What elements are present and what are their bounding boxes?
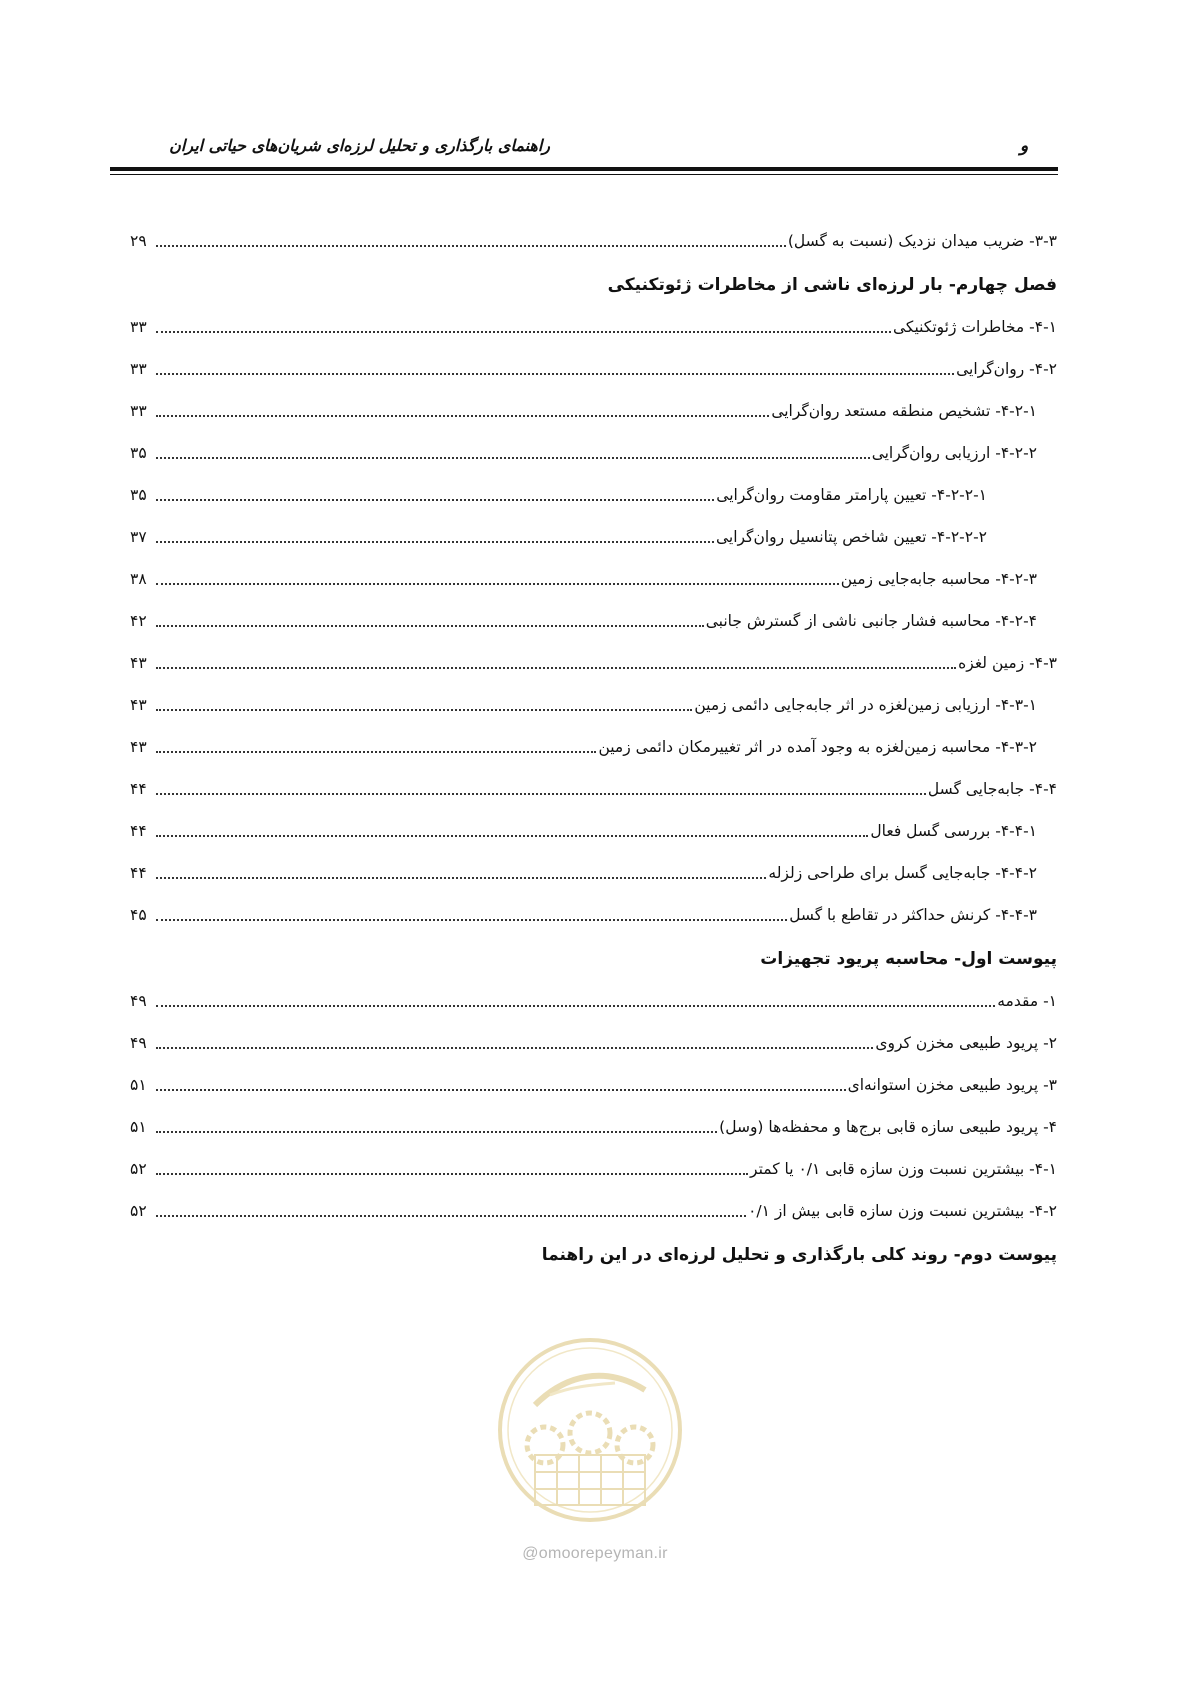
toc-entry-page: ۴۵ (130, 906, 147, 924)
toc-entry-label: ۴-۴-۳- کرنش حداکثر در تقاطع با گسل (789, 906, 1037, 924)
toc-entry (130, 842, 1057, 884)
toc-entry-label: ۴-۲- روان‌گرایی (956, 360, 1057, 378)
toc-entry (130, 970, 1057, 1012)
toc-entry-label: پیوست دوم- روند کلی بارگذاری و تحلیل لرزه‌ای در این راهنما (541, 1245, 1057, 1265)
gear-icon (617, 1427, 653, 1463)
toc-entry-page: ۴۹ (130, 992, 147, 1010)
toc-entry (130, 800, 1057, 842)
toc-entry (130, 716, 1057, 758)
toc-entry-label: ۴-۳- زمین لغزه (958, 654, 1057, 672)
toc-entry-label: ۴-۱- بیشترین نسبت وزن سازه قابی ۰/۱ یا کمتر (750, 1160, 1057, 1178)
toc-entry (130, 464, 1057, 506)
toc-entry-page: ۳۷ (130, 528, 147, 546)
toc-entry-page: ۵۱ (130, 1076, 147, 1094)
toc-entry (130, 1096, 1057, 1138)
toc-entry-label: ۴-۲-۴- محاسبه فشار جانبی ناشی از گسترش جانبی (705, 612, 1037, 630)
toc-heading (130, 252, 1057, 296)
toc-entry-label: ۴-۴- جابه‌جایی گسل (927, 780, 1057, 798)
toc-entry-page: ۴۳ (130, 738, 147, 756)
toc-entry-page: ۲۹ (130, 232, 147, 250)
toc-entry-page: ۳۸ (130, 570, 147, 588)
toc-leader-dots (156, 792, 926, 795)
toc-entry (130, 210, 1057, 252)
toc-entry-label: ۴-۲- بیشترین نسبت وزن سازه قابی بیش از ۰/۱ (748, 1202, 1057, 1220)
toc-entry-page: ۵۲ (130, 1202, 147, 1220)
toc-leader-dots (156, 1172, 748, 1175)
toc-leader-dots (156, 750, 596, 753)
toc-entry (130, 884, 1057, 926)
toc-entry-label: ۲- پریود طبیعی مخزن کروی (875, 1034, 1057, 1052)
toc-leader-dots (156, 372, 954, 375)
toc-leader-dots (156, 624, 704, 627)
toc-entry (130, 296, 1057, 338)
toc-entry-page: ۴۳ (130, 696, 147, 714)
toc-entry-label: ۳- پریود طبیعی مخزن استوانه‌ای (847, 1076, 1057, 1094)
toc-entry (130, 1180, 1057, 1222)
page-number: و (1020, 136, 1029, 156)
toc-entry-page: ۳۳ (130, 402, 147, 420)
toc-entry-page: ۳۳ (130, 318, 147, 336)
toc-entry-label: فصل چهارم- بار لرزه‌ای ناشی از مخاطرات ژئوتکنیکی (607, 275, 1057, 295)
toc-entry-page: ۳۵ (130, 486, 147, 504)
toc-entry (130, 1054, 1057, 1096)
toc-entry-label: ۳-۳- ضریب میدان نزدیک (نسبت به گسل) (787, 232, 1057, 250)
toc-entry-label: پیوست اول- محاسبه پریود تجهیزات (760, 949, 1057, 969)
toc-entry-page: ۴۴ (130, 780, 147, 798)
toc-leader-dots (156, 1088, 846, 1091)
toc-entry (130, 506, 1057, 548)
toc-heading (130, 926, 1057, 970)
toc-leader-dots (156, 876, 766, 879)
toc-entry-page: ۴۹ (130, 1034, 147, 1052)
toc-leader-dots (156, 708, 692, 711)
toc-entry-label: ۴-۱- مخاطرات ژئوتکنیکی (892, 318, 1057, 336)
toc-leader-dots (156, 1130, 717, 1133)
toc-entry (130, 590, 1057, 632)
toc-leader-dots (156, 1046, 873, 1049)
toc-entry-label: ۴-۳-۱- ارزیابی زمین‌لغزه در اثر جابه‌جایی دائمی زمین (694, 696, 1037, 714)
toc-entry-page: ۵۲ (130, 1160, 147, 1178)
gear-icon (527, 1427, 563, 1463)
toc-entry (130, 548, 1057, 590)
toc-entry-label: ۴-۴-۲- جابه‌جایی گسل برای طراحی زلزله (768, 864, 1037, 882)
toc-leader-dots (156, 666, 956, 669)
toc-entry-page: ۵۱ (130, 1118, 147, 1136)
toc-leader-dots (156, 498, 714, 501)
watermark-site: @omoorepeyman.ir (522, 1545, 668, 1562)
toc-leader-dots (156, 244, 786, 247)
toc-entry-page: ۳۳ (130, 360, 147, 378)
toc-leader-dots (156, 330, 891, 333)
toc-leader-dots (156, 1004, 995, 1007)
toc-entry-label: ۴-۴-۱- بررسی گسل فعال (870, 822, 1037, 840)
toc-leader-dots (156, 834, 868, 837)
toc-entry (130, 338, 1057, 380)
toc-leader-dots (156, 918, 787, 921)
gear-icon (570, 1413, 610, 1453)
toc-entry-label: ۴-۲-۲-۲- تعیین شاخص پتانسیل روان‌گرایی (715, 528, 987, 546)
toc-entry (130, 422, 1057, 464)
toc-entry-label: ۴-۳-۲- محاسبه زمین‌لغزه به وجود آمده در اثر تغییرمکان دائمی زمین (598, 738, 1037, 756)
toc-entry (130, 674, 1057, 716)
toc-entry (130, 1138, 1057, 1180)
header-rule (110, 167, 1058, 171)
toc-entry-label: ۱- مقدمه (997, 992, 1057, 1010)
toc-entry-page: ۴۳ (130, 654, 147, 672)
toc-entry (130, 758, 1057, 800)
toc-leader-dots (156, 414, 769, 417)
toc-entry-page: ۴۴ (130, 822, 147, 840)
toc-entry-label: ۴-۲-۲-۱- تعیین پارامتر مقاومت روان‌گرایی (716, 486, 987, 504)
watermark-logo (495, 1335, 685, 1525)
toc-leader-dots (156, 582, 839, 585)
toc-entry (130, 380, 1057, 422)
toc-entry-label: ۴-۲-۲- ارزیابی روان‌گرایی (871, 444, 1037, 462)
header-rule-thin (110, 174, 1058, 175)
toc-entry-label: ۴-۲-۱- تشخیص منطقه مستعد روان‌گرایی (771, 402, 1037, 420)
toc-entry (130, 1012, 1057, 1054)
toc-leader-dots (156, 1214, 746, 1217)
toc-leader-dots (156, 540, 714, 543)
table-of-contents (130, 210, 1057, 1266)
toc-leader-dots (156, 456, 870, 459)
toc-entry-label: ۴-۲-۳- محاسبه جابه‌جایی زمین (840, 570, 1037, 588)
toc-heading (130, 1222, 1057, 1266)
toc-entry-label: ۴- پریود طبیعی سازه قابی برج‌ها و محفظه‌ها (وسل) (719, 1118, 1057, 1136)
running-header-title: راهنمای بارگذاری و تحلیل لرزه‌ای شریان‌های حیاتی ایران (169, 136, 550, 155)
toc-entry-page: ۴۴ (130, 864, 147, 882)
toc-entry (130, 632, 1057, 674)
toc-entry-page: ۳۵ (130, 444, 147, 462)
toc-entry-page: ۴۲ (130, 612, 147, 630)
